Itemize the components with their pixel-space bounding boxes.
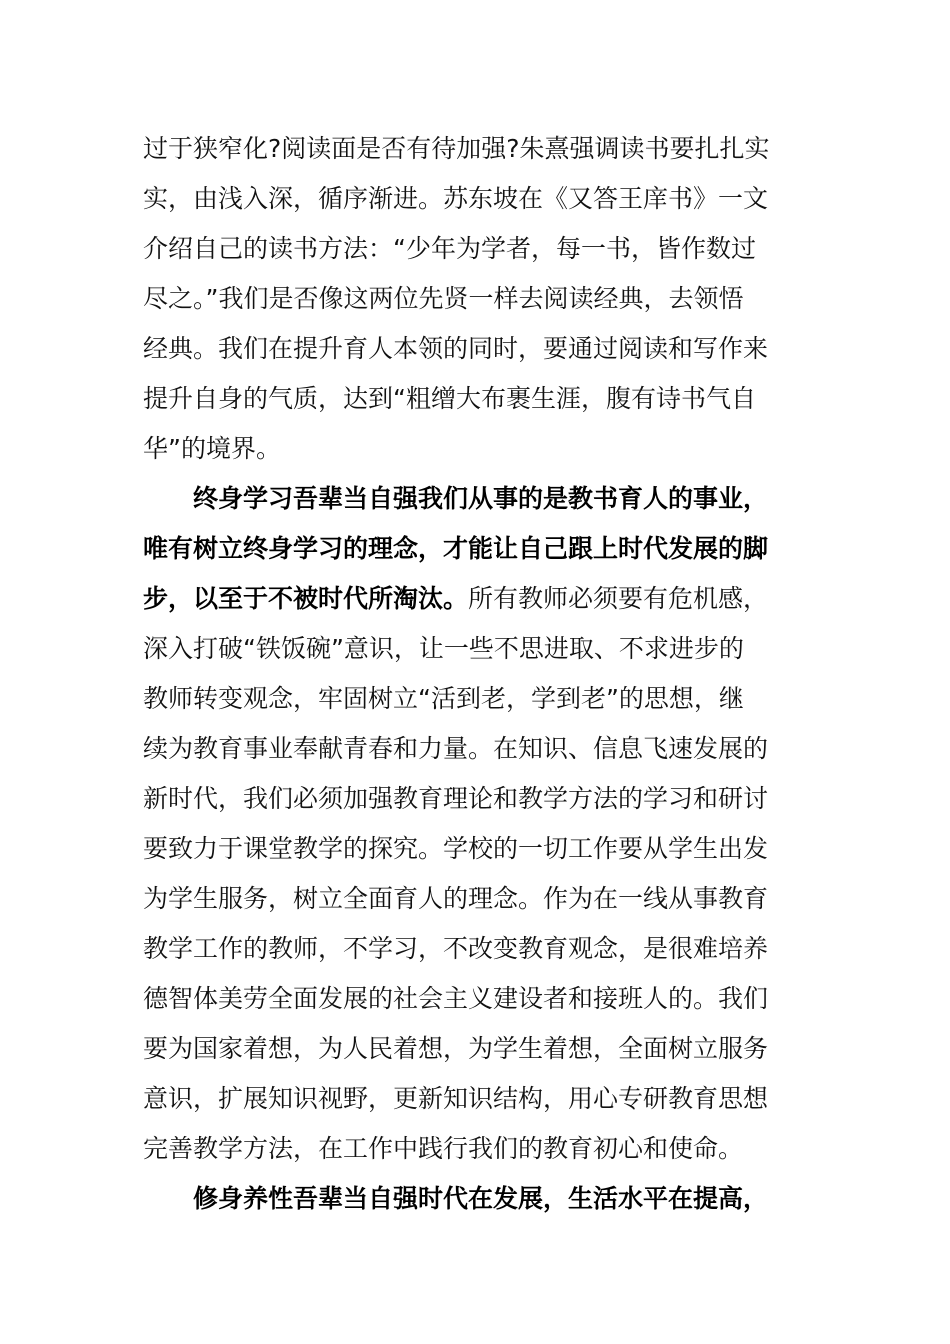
text-line	[143, 382, 823, 416]
text-run: 教学工作的教师，不学习，不改变教育观念，是很难培养	[143, 934, 769, 963]
text-run: 要致力于课堂教学的探究。学校的一切工作要从学生出发	[143, 834, 769, 863]
text-line	[143, 632, 823, 666]
text-line	[143, 432, 823, 466]
section-heading-line	[193, 482, 873, 516]
text-line	[143, 682, 823, 716]
text-run: 德智体美劳全面发展的社会主义建设者和接班人的。我们	[143, 984, 769, 1013]
text-run: 要为国家着想，为人民着想，为学生着想，全面树立服务	[143, 1034, 769, 1063]
text-run: 经典。我们在提升育人本领的同时，要通过阅读和写作来	[143, 334, 769, 363]
text-run: 提升自身的气质，达到“粗缯大布裹生涯，腹有诗书气自	[143, 384, 756, 413]
section-heading: 终身学习吾辈当自强我们从事的是教书育人的事业，	[193, 484, 769, 513]
text-run: 尽之。”我们是否像这两位先贤一样去阅读经典，去领悟	[143, 284, 744, 313]
text-run: 新时代，我们必须加强教育理论和教学方法的学习和研讨	[143, 784, 769, 813]
text-run: 续为教育事业奉献青春和力量。在知识、信息飞速发展的	[143, 734, 769, 763]
text-run: 所有教师必须要有危机感，	[468, 584, 769, 613]
text-line	[143, 132, 823, 166]
text-line	[143, 1082, 823, 1116]
text-run: 实，由浅入深，循序渐进。苏东坡在《又答王庠书》一文	[143, 184, 769, 213]
text-line	[143, 882, 823, 916]
text-run: 华”的境界。	[143, 434, 281, 463]
text-line	[143, 332, 823, 366]
text-line	[143, 232, 823, 266]
text-line	[143, 782, 823, 816]
text-run: 意识，扩展知识视野，更新知识结构，用心专研教育思想	[143, 1084, 769, 1113]
text-line	[143, 1032, 823, 1066]
text-run: 教师转变观念，牢固树立“活到老，学到老”的思想，继	[143, 684, 744, 713]
text-line	[143, 282, 823, 316]
text-run: 介绍自己的读书方法：“少年为学者，每一书，皆作数过	[143, 234, 756, 263]
text-run: 过于狭窄化?阅读面是否有待加强?朱熹强调读书要扎扎实	[143, 134, 770, 163]
text-line	[143, 932, 823, 966]
section-heading-line	[143, 532, 823, 566]
text-line	[143, 732, 823, 766]
section-heading: 步，以至于不被时代所淘汰。	[143, 584, 469, 613]
text-line	[143, 182, 823, 216]
section-heading-line	[193, 1182, 873, 1216]
text-line	[143, 582, 823, 616]
text-line	[143, 982, 823, 1016]
text-run: 深入打破“铁饭碗”意识，让一些不思进取、不求进步的	[143, 634, 744, 663]
text-run: 为学生服务，树立全面育人的理念。作为在一线从事教育	[143, 884, 769, 913]
text-line	[143, 832, 823, 866]
text-line	[143, 1132, 823, 1166]
section-heading: 唯有树立终身学习的理念，才能让自己跟上时代发展的脚	[143, 534, 769, 563]
section-heading: 修身养性吾辈当自强时代在发展，生活水平在提高，	[193, 1184, 769, 1213]
text-run: 完善教学方法，在工作中践行我们的教育初心和使命。	[143, 1134, 744, 1163]
